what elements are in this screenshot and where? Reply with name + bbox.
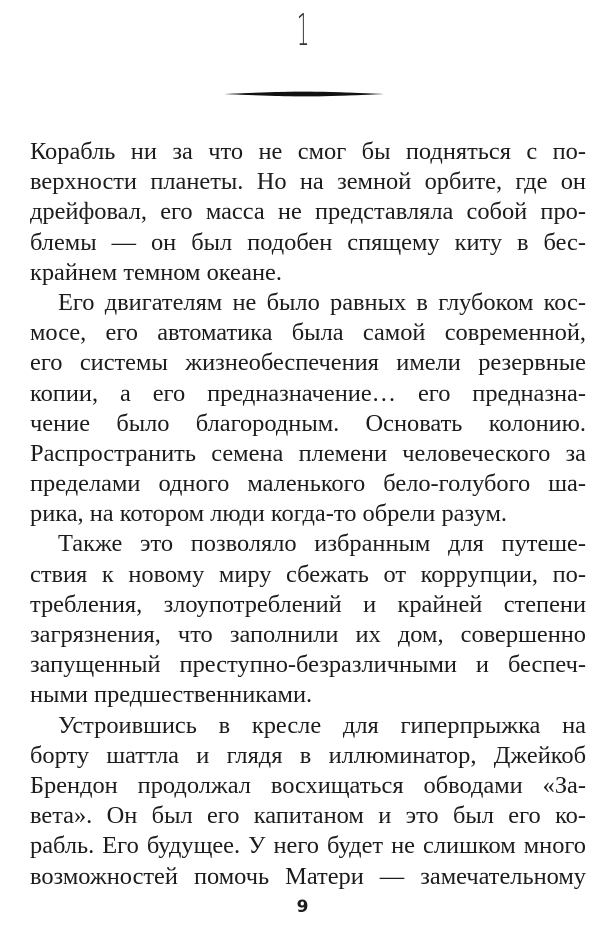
text-line: копии, а его предназначение… его предназна- [30,379,586,407]
text-line: Также это позволяло избранным для путеше- [58,530,586,558]
text-line: крайнем темном океане. [30,258,282,286]
text-line: пределами одного маленького бело-голубого ша- [30,470,586,498]
text-line: Распространить семена племени человеческого за [30,439,586,467]
paragraph-1 [30,137,586,288]
chapter-number [0,6,605,56]
page-number: 9 [296,897,309,917]
text-line: требления, злоупотреблений и крайней степени [30,590,586,618]
text-line: рабль. Его будущее. У него будет не слишком много [30,832,586,860]
text-line: дрейфовал, его масса не представляла собой про- [30,198,586,226]
text-line: ными предшественниками. [30,681,313,709]
paragraph-4 [30,711,586,892]
body-text [30,137,586,892]
text-line: Устроившись в кресле для гиперпрыжка на [58,711,586,739]
text-line: борту шаттла и глядя в иллюминатор, Джейкоб [30,741,586,769]
paragraph-2 [30,288,586,530]
text-line: вета». Он был его капитаном и это был его ко- [30,802,586,830]
paragraph-3 [30,529,586,710]
text-line: блемы — он был подобен спящему киту в бес- [30,228,586,256]
text-line: Брендон продолжал восхищаться обводами «За- [30,771,586,799]
text-line: загрязнения, что заполнили их дом, совершенно [30,621,586,648]
text-line: верхности планеты. Но на земной орбите, где он [30,168,586,196]
text-line: чение было благородным. Основать колонию. [30,409,586,437]
text-line: рика, на котором люди когда-то обрели разум. [30,500,507,528]
text-line: возможностей помочь Матери — замечательному [30,862,586,890]
chapter-divider-ornament [224,90,384,98]
text-line: его системы жизнеобеспечения имели резервные [30,349,586,377]
text-line: ствия к новому миру сбежать от коррупции, по- [30,560,586,588]
text-line: запущенный преступно-безразличными и беспеч- [30,651,586,679]
text-line: мосе, его автоматика была самой современной, [30,319,586,347]
text-line: Корабль ни за что не смог бы подняться с по- [30,138,586,165]
text-line: Его двигателям не было равных в глубоком кос- [58,288,586,316]
chapter-number-value: 1 [296,5,309,56]
